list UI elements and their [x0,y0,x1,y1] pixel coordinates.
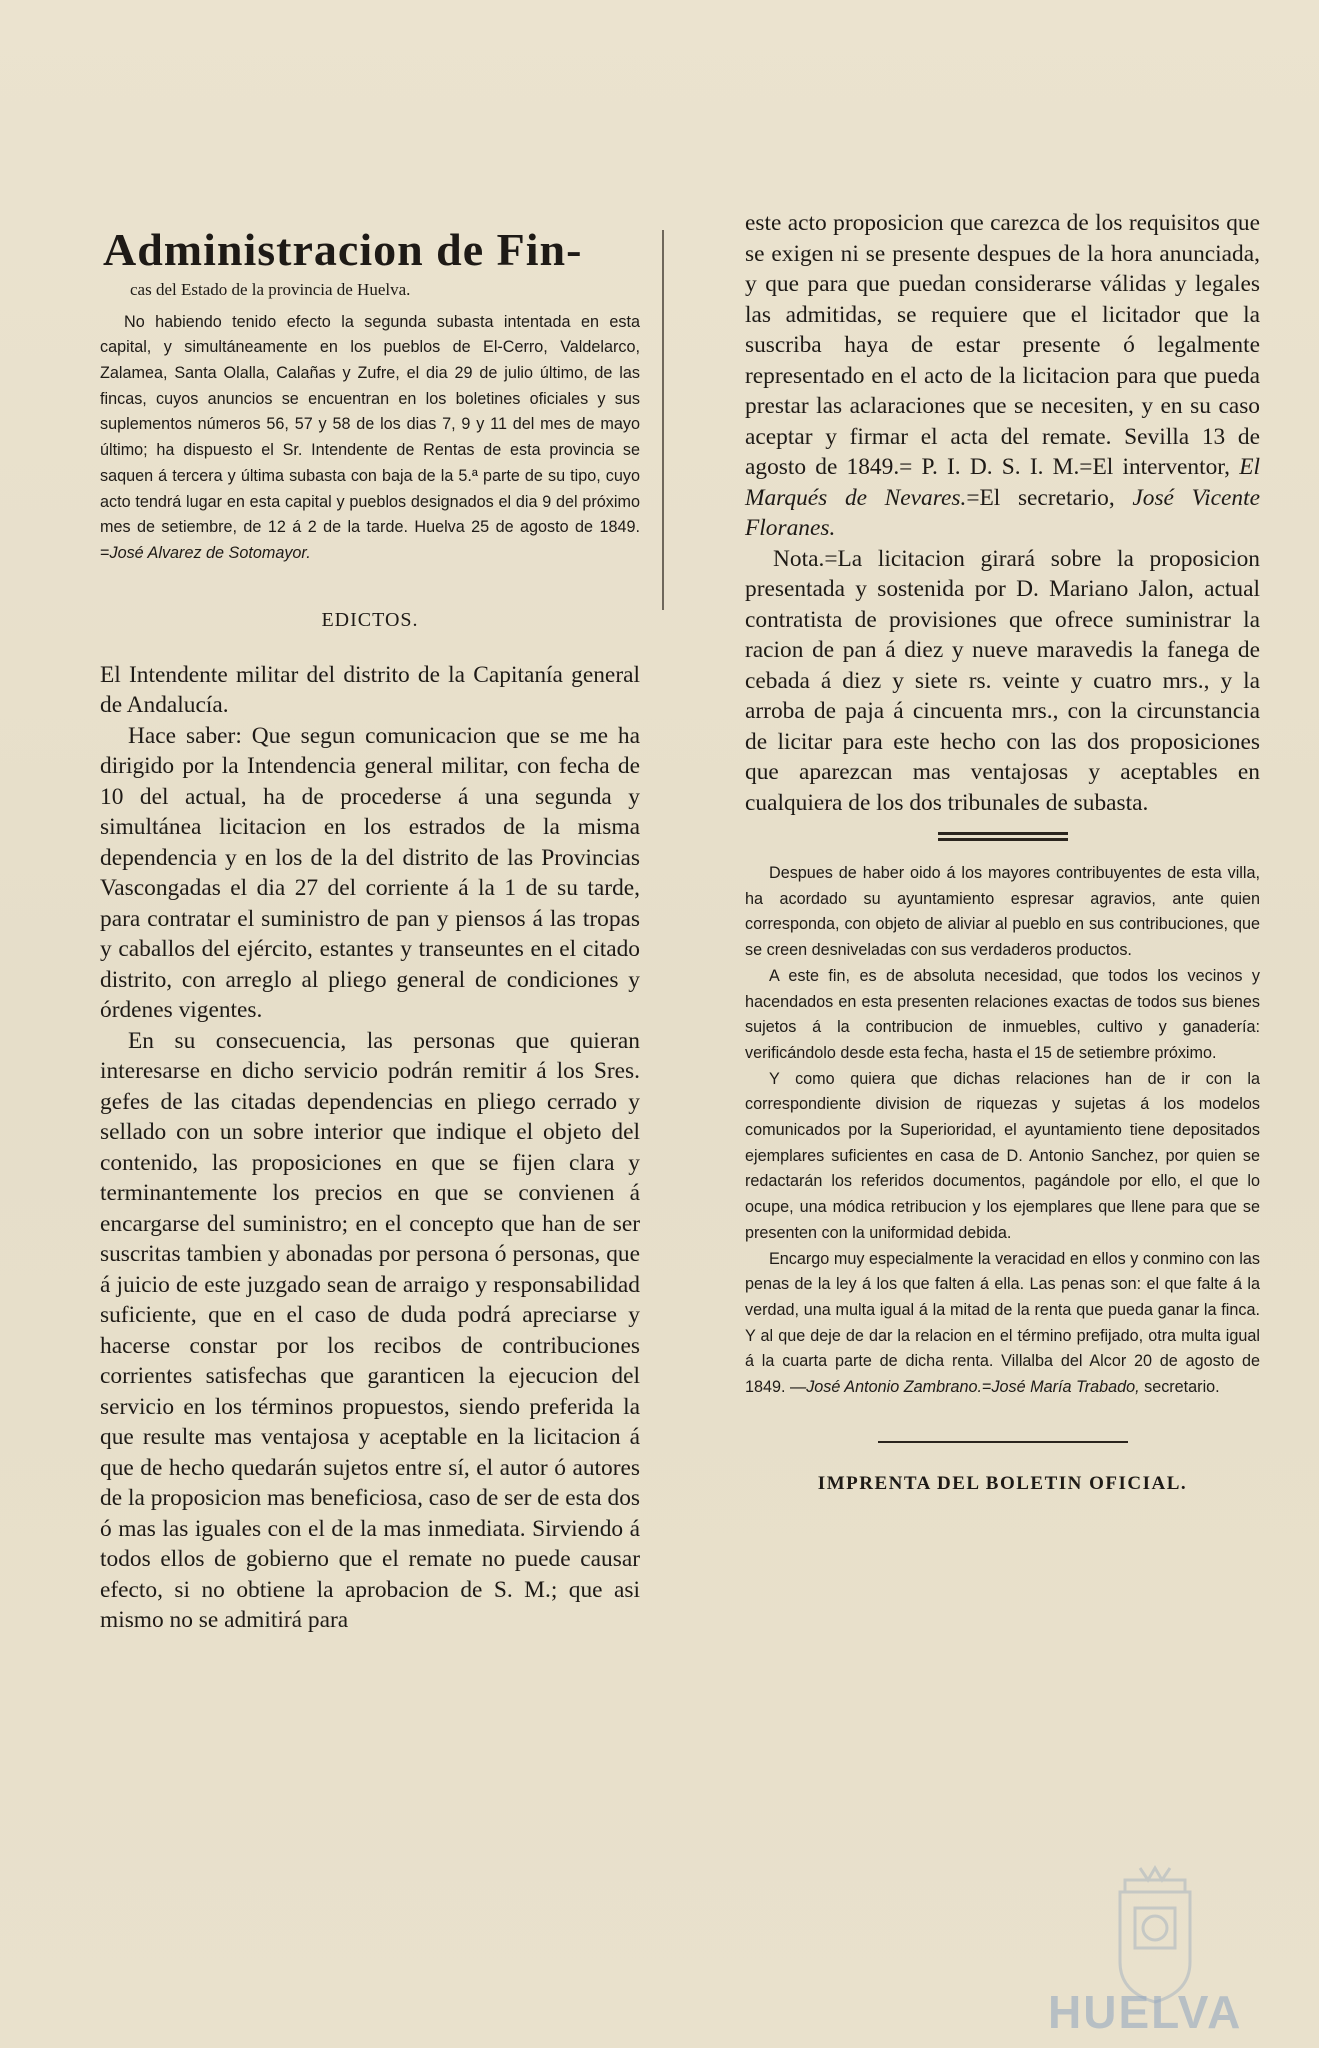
column-divider [662,230,664,610]
villalba-paragraph-4: Encargo muy especialmente la veracidad en ellos y conmino con las penas de la ley á los que falten á ella. Las penas son: el que falte á la verdad, una multa igual á la mitad de la renta que pueda ganar la finca. Y al que deje de dar la relacion en el término prefijado, otra multa igual á la cuarta parte de dicha renta. Villalba del Alcor 20 de agosto de 1849. —José Antonio Zambrano.=José María Trabado, secretario. [745,1249,1260,1397]
edicto-nota: Nota.=La licitacion girará sobre la proposicion presentada y sostenida por D. Mariano Jalon, actual contratista de provisiones que ofrece suministrar la racion de pan á diez y nueve maravedis la fanega de cebada á diez y siete rs. veinte y cuatro mrs., y la arroba de paja á cincuenta mrs., con la circunstancia de licitar para este hecho con las dos proposiciones que aparezcan mas ventajosas y aceptables en cualquiera de los dos tribunales de subasta. [745,545,1260,816]
villalba-paragraph-3: Y como quiera que dichas relaciones han de ir con la correspondiente division de riquezas y sujetas á los modelos comunicados por la Superioridad, el ayuntamiento tiene depositados ejemplares suficientes en casa de D. Antonio Sanchez, por quien se redactarán los referidos documentos, pagándole por ello, el que lo ocupe, una módica retribucion y los ejemplares que llene para que se presenten con la uniformidad debida. [745,1069,1260,1242]
notice-signature: José Alvarez de Sotomayor. [109,543,311,562]
villalba-paragraph-1: Despues de haber oido á los mayores contribuyentes de esta villa, ha acordado su ayuntamiento espresar agravios, ante quien corresponda, con objeto de aliviar al pueblo en sus contribuciones, que se creen desniveladas con sus verdaderos productos. [745,864,1260,960]
edicto-header: El Intendente militar del distrito de la Capitanía general de Andalucía. [100,661,640,719]
footer-rule [878,1441,1128,1443]
section-separator [938,832,1068,841]
edicto-continuation: este acto proposicion que carezca de los requisitos que se exigen ni se presente despues de la hora anunciada, y que para que puedan considerarse válidas y legales las admitidas, se requiere que el licitador que la suscriba haya de estar presente ó legalmente representado en el acto de la licitacion para que pueda prestar las aclaraciones que se necesiten, y en su caso aceptar y firmar el acta del remate. Sevilla 13 de agosto de 1849.= P. I. D. S. I. M.=El interventor, El Marqués de Nevares.=El secretario, José Vicente Floranes. [745,210,1260,541]
edictos-heading: EDICTOS. [321,608,419,631]
right-column [745,208,1260,1495]
edicto-body-1: Hace saber: Que segun comunicacion que se me ha dirigido por la Intendencia general militar, con fecha de 10 del actual, ha de procederse á una segunda y simultánea licitacion en los estrados de la misma dependencia y en los de la del distrito de las Provincias Vascongadas el dia 27 del corriente á la 1 de su tarde, para contratar el suministro de pan y piensos á las tropas y caballos del ejército, estantes y transeuntes en el citado distrito, con arreglo al pliego general de condiciones y órdenes vigentes. [100,722,640,1024]
left-column [100,225,640,1636]
watermark-text: HUELVA [1048,1986,1243,2038]
section-subtitle: cas del Estado de la provincia de Huelva. [130,279,411,299]
edicto-body-2: En su consecuencia, las personas que quieran interesarse en dicho servicio podrán remitir á los Sres. gefes de las citadas dependencias en pliego cerrado y sellado con un sobre interior que indique el objeto del contenido, las proposiciones en que se fijen clara y terminantemente los precios en que se convienen á encargarse del suministro; en el concepto que han de ser suscritas tambien y abonadas por persona ó personas, que á juicio de este juzgado sean de arraigo y responsabilidad suficiente, que en el caso de duda podrá apreciarse y hacerse constar por los recibos de contribuciones corrientes satisfechas que garanticen la ejecucion del servicio en los términos propuestos, siendo preferida la que resulte mas ventajosa y aceptable en la licitacion á que de hecho quedarán sujetos entre sí, el autor ó autores de la proposicion mas beneficiosa, caso de ser de esta dos ó mas las iguales con el de la mas inmediata. Sirviendo á todos ellos de gobierno que el remate no puede causar efecto, si no obtiene la aprobacion de S. M.; que asi mismo no se admitirá para [100,1027,640,1634]
auction-notice: No habiendo tenido efecto la segunda subasta intentada en esta capital, y simultáneamente en los pueblos de El-Cerro, Valdelarco, Zalamea, Santa Olalla, Calañas y Zufre, el dia 29 de julio último, de las fincas, cuyos anuncios se encuentran en los boletines oficiales y sus suplementos números 56, 57 y 58 de los dias 7, 9 y 11 del mes de mayo último; ha dispuesto el Sr. Intendente de Rentas de esta provincia se saquen á tercera y última subasta con baja de la 5.ª parte de su tipo, cuyo acto tendrá lugar en esta capital y pueblos designados el dia 9 del próximo mes de setiembre, de 12 á 2 de la tarde. Huelva 25 de agosto de 1849. =José Alvarez de Sotomayor. [100,312,640,562]
villalba-paragraph-2: A este fin, es de absoluta necesidad, que todos los vecinos y hacendados en esta presenten relaciones exactas de todos sus bienes sujetos á la contribucion de inmuebles, cultivo y ganadería: verificándolo desde esta fecha, hasta el 15 de setiembre próximo. [745,966,1260,1062]
imprenta-footer: IMPRENTA DEL BOLETIN OFICIAL. [817,1472,1188,1494]
section-title: Administracion de Fin- [103,224,583,275]
